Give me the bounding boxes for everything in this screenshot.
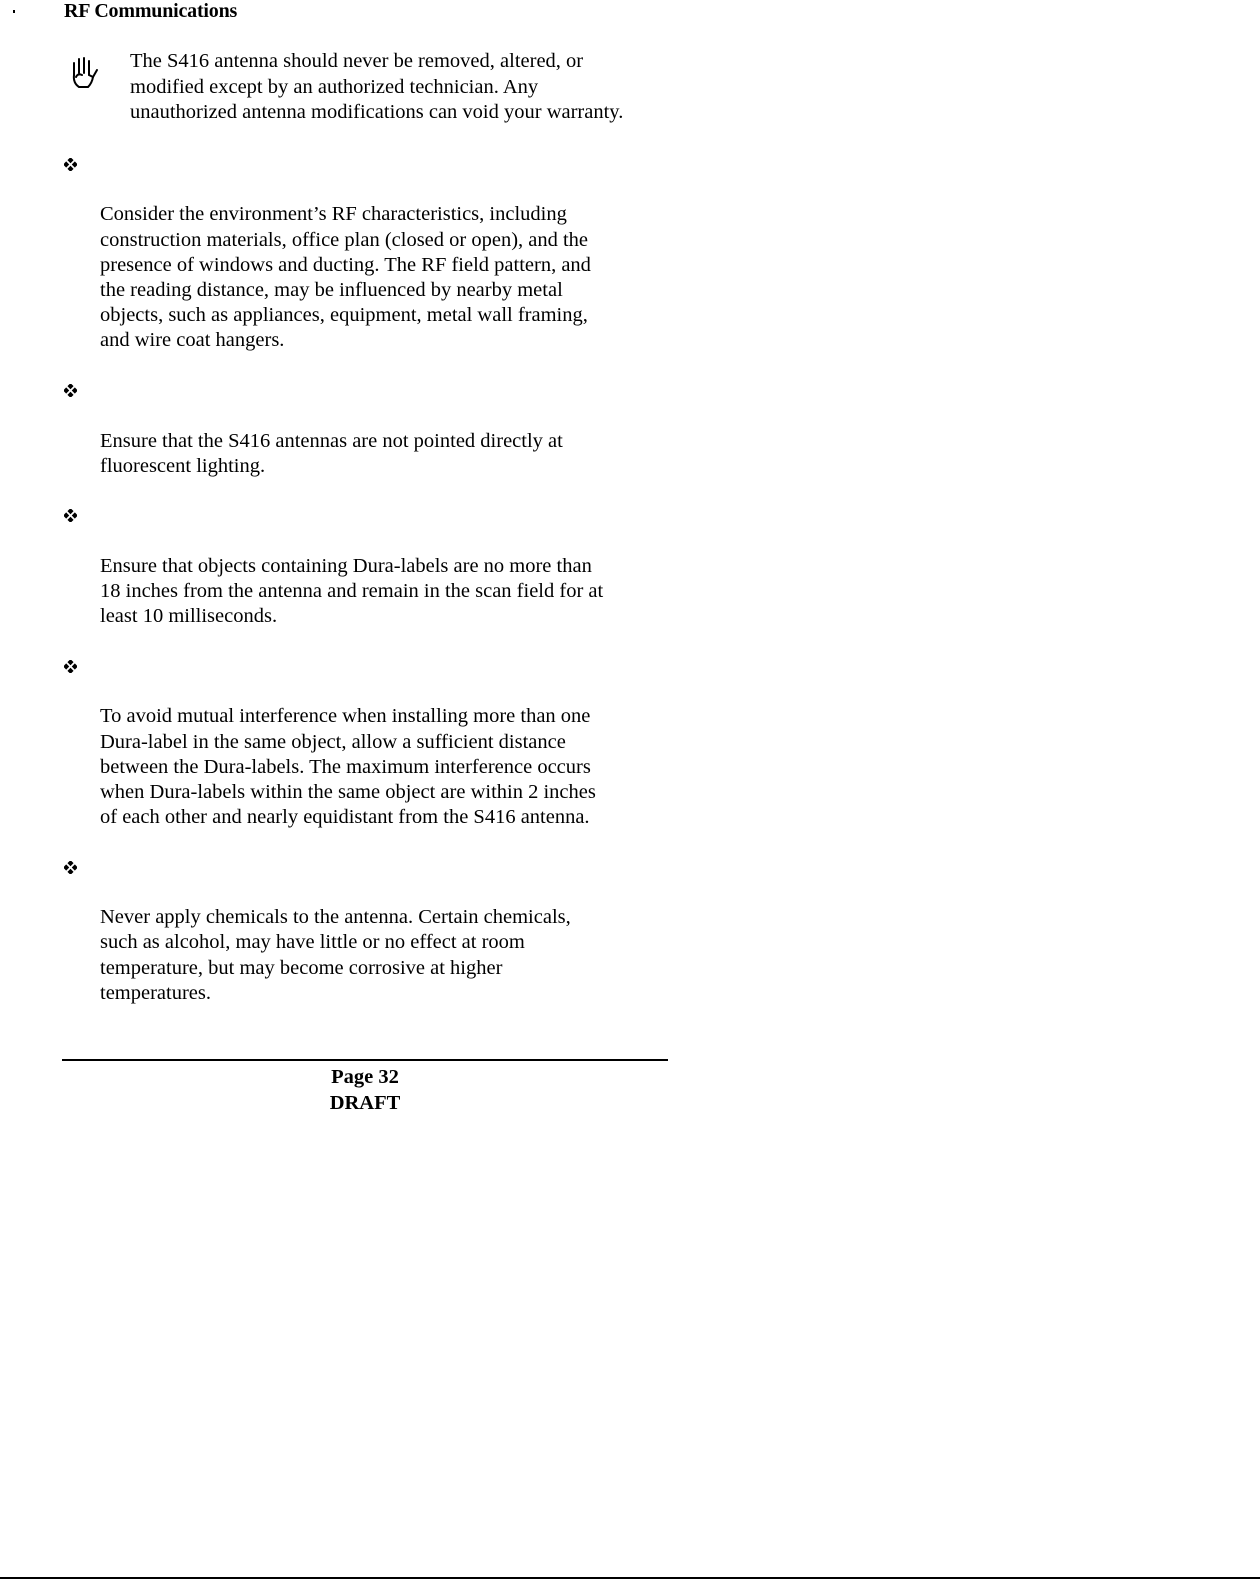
list-item (64, 654, 704, 830)
page-header: RF Communications (64, 0, 238, 22)
caution-note (64, 49, 704, 126)
diamond-bullet-icon (64, 509, 77, 522)
list-item-text: Ensure that the S416 antennas are not pointed directly at fluorescent lighting. (100, 429, 563, 477)
guideline-list (64, 152, 704, 1031)
hand-icon (64, 53, 104, 93)
caution-text: The S416 antenna should never be removed, altered, or modified except by an authorized technician. Any unauthorized antenna modifications can void your warranty. (130, 50, 624, 123)
list-item (64, 152, 704, 354)
draft-label: DRAFT (329, 1092, 401, 1114)
list-item (64, 503, 704, 629)
page-bottom-edge (0, 1577, 1260, 1579)
list-item-text: To avoid mutual interference when installing more than one Dura-label in the same object, allow a sufficient distance between the Dura-labels. The maximum interference occurs when Dura-labels within the same object are within 2 inches of each other and nearly equidistant from the S416 antenna. (100, 705, 596, 829)
list-item-text: Consider the environment’s RF characteristics, including construction materials, office plan (closed or open), and the presence of windows and ducting. The RF field pattern, and the reading distance, may be influenced by nearby metal objects, such as appliances, equipment, metal wall framing, and wire coat hangers. (100, 203, 591, 352)
list-item-text: Ensure that objects containing Dura-labels are no more than 18 inches from the antenna and remain in the scan field for at least 10 milliseconds. (100, 554, 604, 628)
list-item (64, 378, 704, 479)
page-number: Page 32 (331, 1066, 399, 1088)
diamond-bullet-icon (64, 384, 77, 397)
list-item (64, 855, 704, 1006)
list-item-text: Never apply chemicals to the antenna. Certain chemicals, such as alcohol, may have little or no effect at room temperature, but may become corrosive at higher temperatures. (100, 906, 571, 1004)
diamond-bullet-icon (64, 660, 77, 673)
diamond-bullet-icon (64, 861, 77, 874)
footer-divider (62, 1059, 668, 1061)
diamond-bullet-icon (64, 158, 77, 171)
scan-speck (13, 10, 15, 13)
